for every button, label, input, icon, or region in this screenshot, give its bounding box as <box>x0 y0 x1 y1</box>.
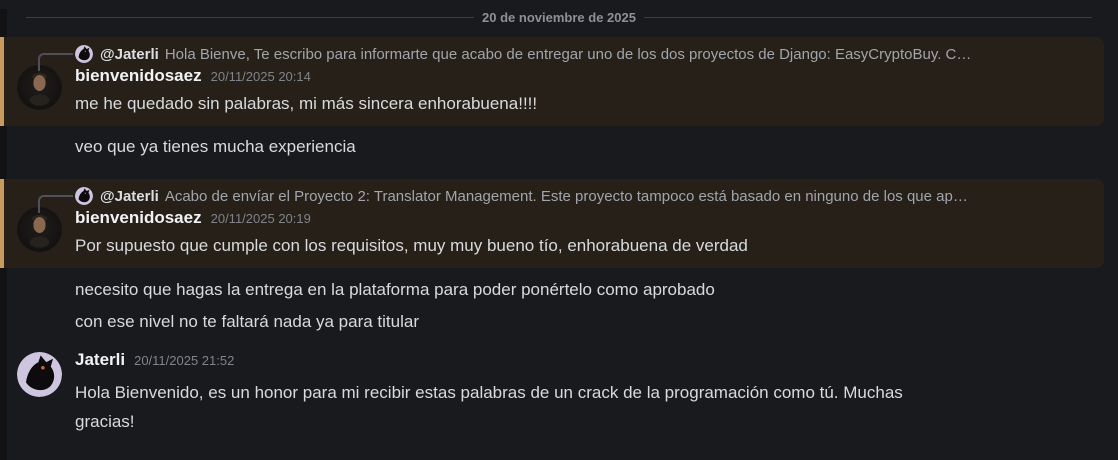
message-group[interactable] <box>0 350 1118 436</box>
date-divider <box>26 9 1092 25</box>
reply-mention-username[interactable]: @Jaterli <box>100 45 159 63</box>
timestamp: 20/11/2025 20:19 <box>210 211 311 226</box>
message-line: Hola Bienvenido, es un honor para mi recibir estas palabras de un crack de la programación como tú. Muchas <box>75 383 903 402</box>
reply-avatar-jaterli-icon <box>75 187 93 205</box>
reply-mention-username[interactable]: @Jaterli <box>100 187 159 205</box>
wolf-avatar-icon <box>75 45 93 63</box>
message-header <box>75 66 1088 88</box>
reply-reference[interactable] <box>75 186 1088 206</box>
reply-spine <box>38 195 73 213</box>
username[interactable]: bienvenidosaez <box>75 66 202 85</box>
reply-reference[interactable] <box>75 44 1088 64</box>
message-text[interactable]: con ese nivel no te faltará nada ya para titular <box>75 312 419 331</box>
username[interactable]: bienvenidosaez <box>75 208 202 227</box>
message-text[interactable]: necesito que hagas la entrega en la plataforma para poder ponértelo como aprobado <box>75 280 715 299</box>
divider-line-right <box>644 17 1092 18</box>
message-group-mention[interactable] <box>0 37 1104 126</box>
divider-line-left <box>26 17 474 18</box>
message-text[interactable]: me he quedado sin palabras, mi más sincera enhorabuena!!!! <box>75 94 538 113</box>
wolf-avatar-icon <box>75 187 93 205</box>
reply-message-preview[interactable]: Acabo de envíar el Proyecto 2: Translator Management. Este proyecto tampoco está basado en ninguno de los que ap… <box>164 187 968 205</box>
user-photo-icon <box>17 65 62 110</box>
username[interactable]: Jaterli <box>75 350 126 369</box>
user-photo-icon <box>17 207 62 252</box>
message-header <box>75 350 1094 372</box>
timestamp: 20/11/2025 21:52 <box>134 353 235 368</box>
reply-avatar-jaterli-icon <box>75 45 93 63</box>
message-header <box>75 208 1088 230</box>
message-text[interactable]: veo que ya tienes mucha experiencia <box>75 137 356 156</box>
avatar-jaterli[interactable] <box>17 352 62 397</box>
reply-spine <box>38 53 73 71</box>
wolf-avatar-icon <box>17 352 62 397</box>
message-text[interactable]: Por supuesto que cumple con los requisitos, muy muy bueno tío, enhorabuena de verdad <box>75 236 748 255</box>
date-divider-label: 20 de noviembre de 2025 <box>482 9 636 25</box>
message-line: gracias! <box>75 412 135 431</box>
reply-message-preview[interactable]: Hola Bienve, Te escribo para informarte que acabo de entregar uno de los dos proyectos de Django: EasyCryptoBuy. C… <box>164 45 972 63</box>
avatar-bienvenidosaez[interactable] <box>17 65 62 110</box>
avatar-bienvenidosaez[interactable] <box>17 207 62 252</box>
timestamp: 20/11/2025 20:14 <box>210 69 311 84</box>
message-text[interactable] <box>75 378 1094 436</box>
message-group-mention[interactable] <box>0 179 1104 268</box>
